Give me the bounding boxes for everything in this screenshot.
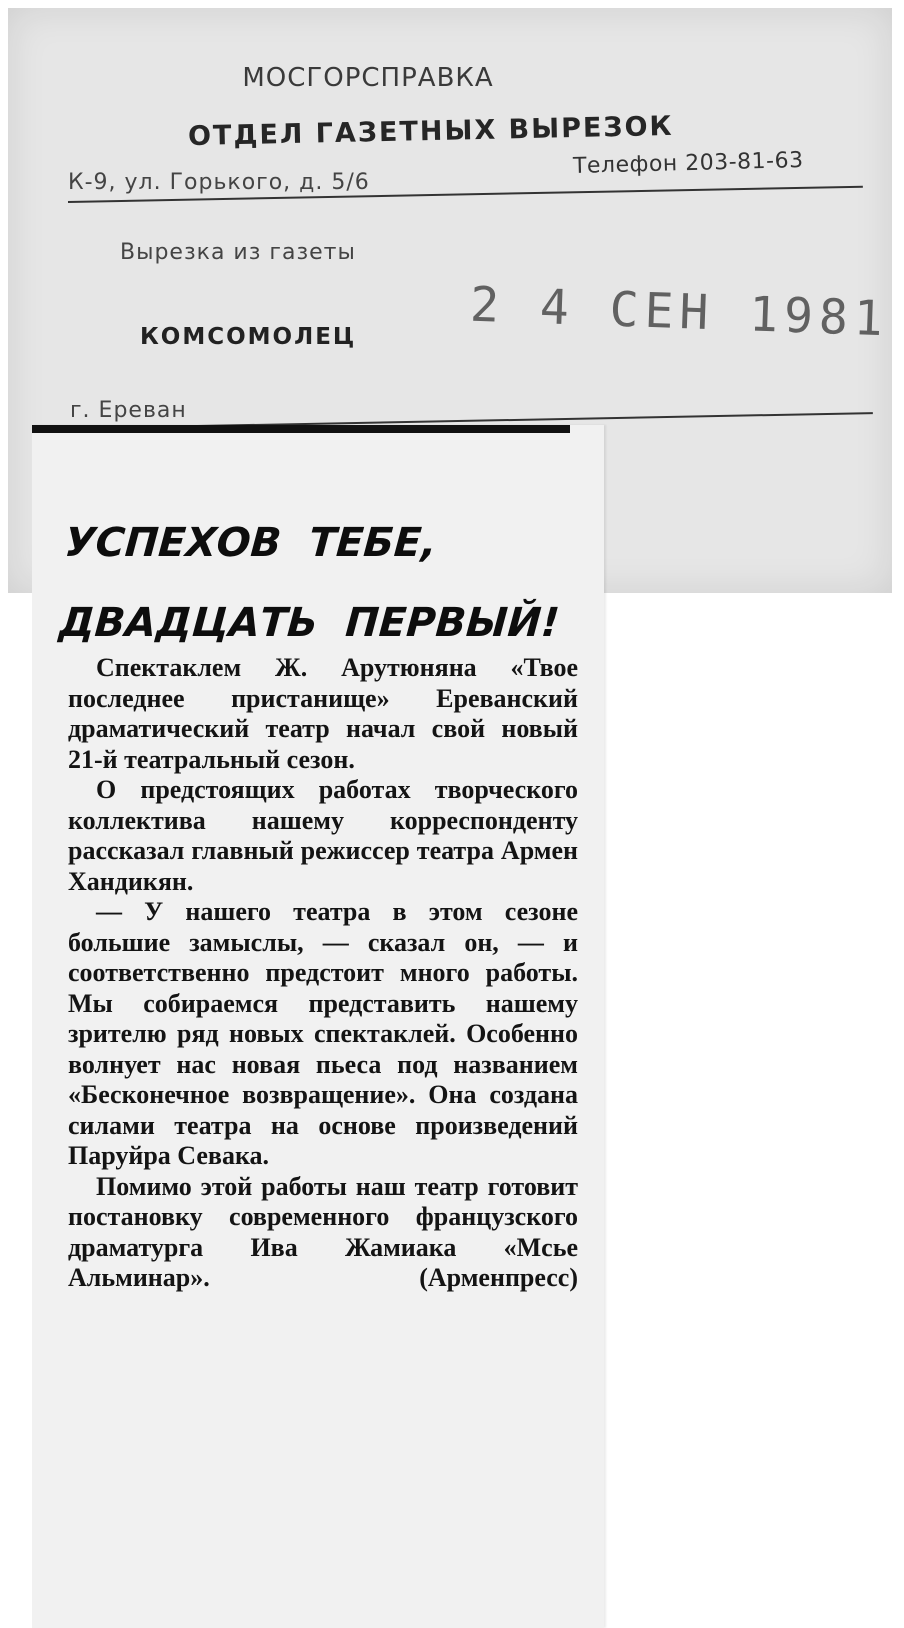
date-stamp: 2 4 СЕН 1981	[469, 276, 890, 348]
newspaper-name: КОМСОМОЛЕЦ	[140, 324, 357, 350]
article-body	[68, 653, 578, 1294]
department-name: ОТДЕЛ ГАЗЕТНЫХ ВЫРЕЗОК	[187, 110, 674, 153]
article-paragraph: О предстоящих работах творческого коллектива нашему корреспонденту рассказал главный режиссер театра Армен Хандикян.	[68, 775, 578, 896]
article-paragraph	[68, 1172, 578, 1294]
headline-line-2: ДВАДЦАТЬ ПЕРВЫЙ!	[57, 600, 561, 646]
article-headline	[56, 503, 567, 663]
news-agency-credit: (Арменпресс)	[419, 1263, 578, 1292]
agency-name: МОСГОРСПРАВКА	[242, 63, 494, 93]
clipping-top-bar	[32, 425, 570, 433]
newspaper-clipping	[32, 425, 604, 1628]
headline-line-1: УСПЕХОВ ТЕБЕ,	[63, 520, 439, 566]
agency-address: К-9, ул. Горького, д. 5/6	[68, 170, 370, 195]
article-paragraph: Спектаклем Ж. Арутюняна «Твое последнее пристанище» Ереванский драматический театр начал свой новый 21-й театральный сезон.	[68, 653, 578, 774]
article-paragraph: — У нашего театра в этом сезоне большие замыслы, — сказал он, — и соответственно предстоит много работы. Мы собираемся представить нашему зрителю ряд новых спектаклей. Особенно волнует нас новая пьеса под названием «Бесконечное возвращение». Она создана силами театра на основе произведений Паруйра Севака.	[68, 897, 578, 1170]
phone-number: Телефон 203-81-63	[572, 147, 804, 180]
newspaper-city: г. Ереван	[70, 398, 187, 423]
clipping-from-label: Вырезка из газеты	[120, 240, 356, 265]
article-paragraph-text: Помимо этой работы наш театр готовит постановку современного французского драматурга Ива Жамиака «Мсье Альминар».	[68, 1171, 578, 1292]
